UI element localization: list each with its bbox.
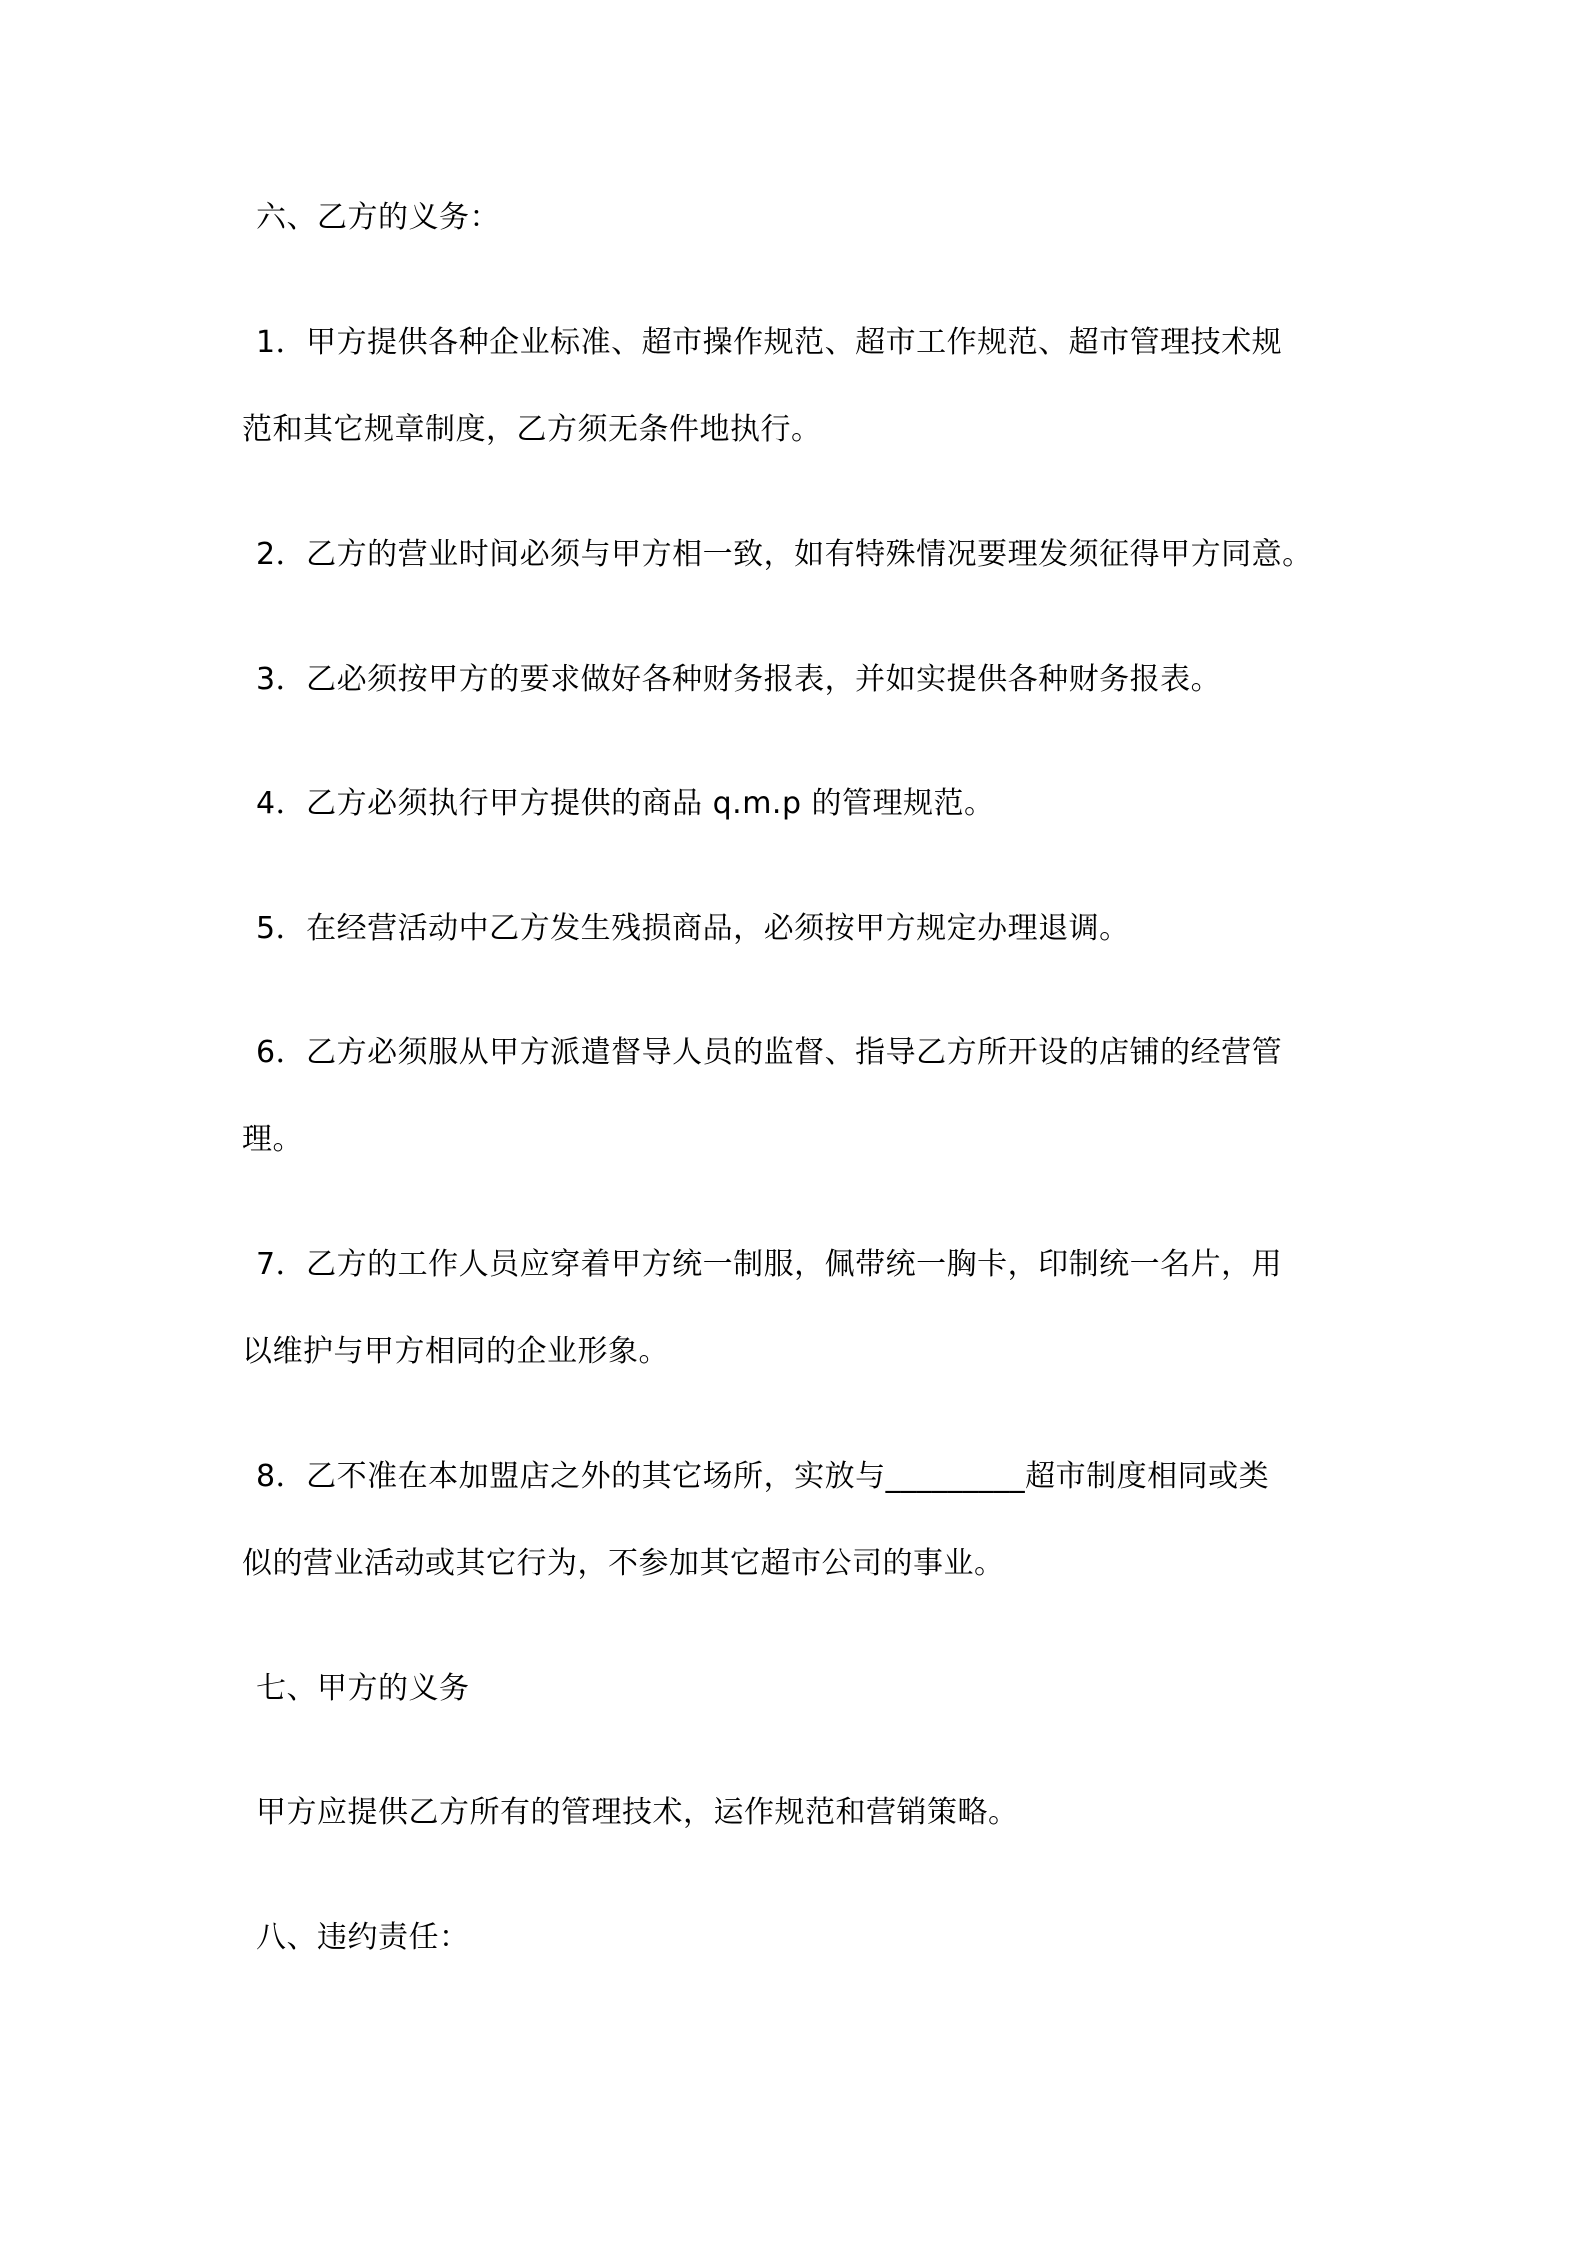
clause-1-line-2: 范和其它规章制度，乙方须无条件地执行。: [242, 412, 822, 447]
clause-4-line-1: 4．乙方必须执行甲方提供的商品 q.m.p 的管理规范。: [256, 786, 995, 821]
clause-8-line-1: 8．乙不准在本加盟店之外的其它场所，实放与_________超市制度相同或类: [256, 1459, 1270, 1494]
party-a-obligation-text: 甲方应提供乙方所有的管理技术，运作规范和营销策略。: [256, 1795, 1019, 1830]
section-heading-breach-liability: 八、违约责任：: [256, 1920, 470, 1955]
clause-1-line-1: 1．甲方提供各种企业标准、超市操作规范、超市工作规范、超市管理技术规: [256, 325, 1283, 360]
section-heading-obligations-party-a: 七、甲方的义务: [256, 1671, 470, 1706]
clause-6-line-2: 理。: [242, 1122, 303, 1157]
clause-3-line-1: 3．乙必须按甲方的要求做好各种财务报表，并如实提供各种财务报表。: [256, 662, 1222, 697]
section-heading-obligations-party-b: 六、乙方的义务：: [256, 200, 500, 235]
clause-2-line-1: 2．乙方的营业时间必须与甲方相一致，如有特殊情况要理发须征得甲方同意。: [256, 537, 1313, 572]
clause-8-line-2: 似的营业活动或其它行为，不参加其它超市公司的事业。: [242, 1546, 1005, 1581]
clause-7-line-2: 以维护与甲方相同的企业形象。: [242, 1334, 669, 1369]
clause-6-line-1: 6．乙方必须服从甲方派遣督导人员的监督、指导乙方所开设的店铺的经营管: [256, 1035, 1283, 1070]
clause-7-line-1: 7．乙方的工作人员应穿着甲方统一制服，佩带统一胸卡，印制统一名片，用: [256, 1247, 1283, 1282]
clause-5-line-1: 5．在经营活动中乙方发生残损商品，必须按甲方规定办理退调。: [256, 911, 1130, 946]
